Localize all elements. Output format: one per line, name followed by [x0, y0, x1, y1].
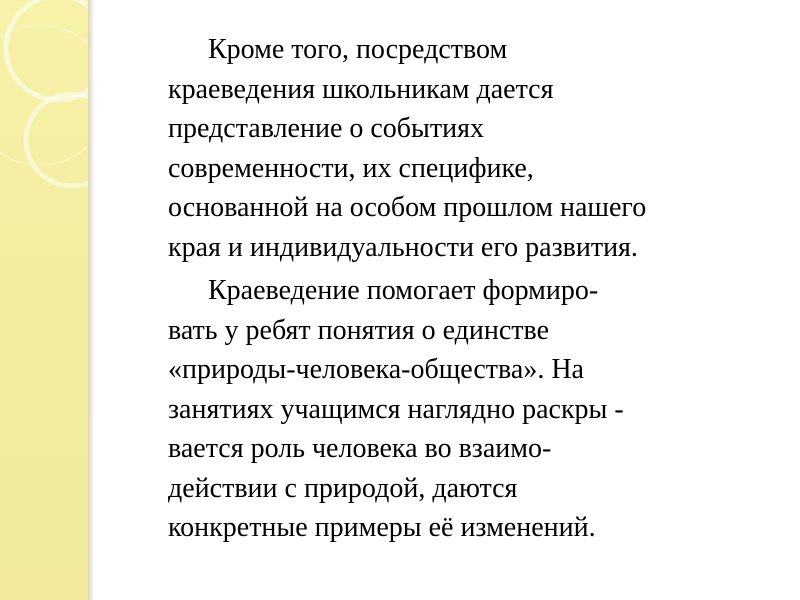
paragraph-2: Краеведение помогает формиро- вать у ребят понятия о единстве «природы-человека-общества». На занятиях учащимся наглядно раскры - вается роль человека во взаимо- действии с природой, даются конкретные примеры её изменений. [168, 275, 624, 543]
sidebar-divider [88, 0, 94, 600]
decorative-sidebar [0, 0, 88, 600]
slide-text [168, 30, 768, 548]
paragraph-1: Кроме того, посредством краеведения школьникам дается представление о событиях современности, их специфике, основанной на особом прошлом нашего края и индивидуальности его развития. [168, 34, 647, 263]
decorative-circles [0, 0, 88, 600]
